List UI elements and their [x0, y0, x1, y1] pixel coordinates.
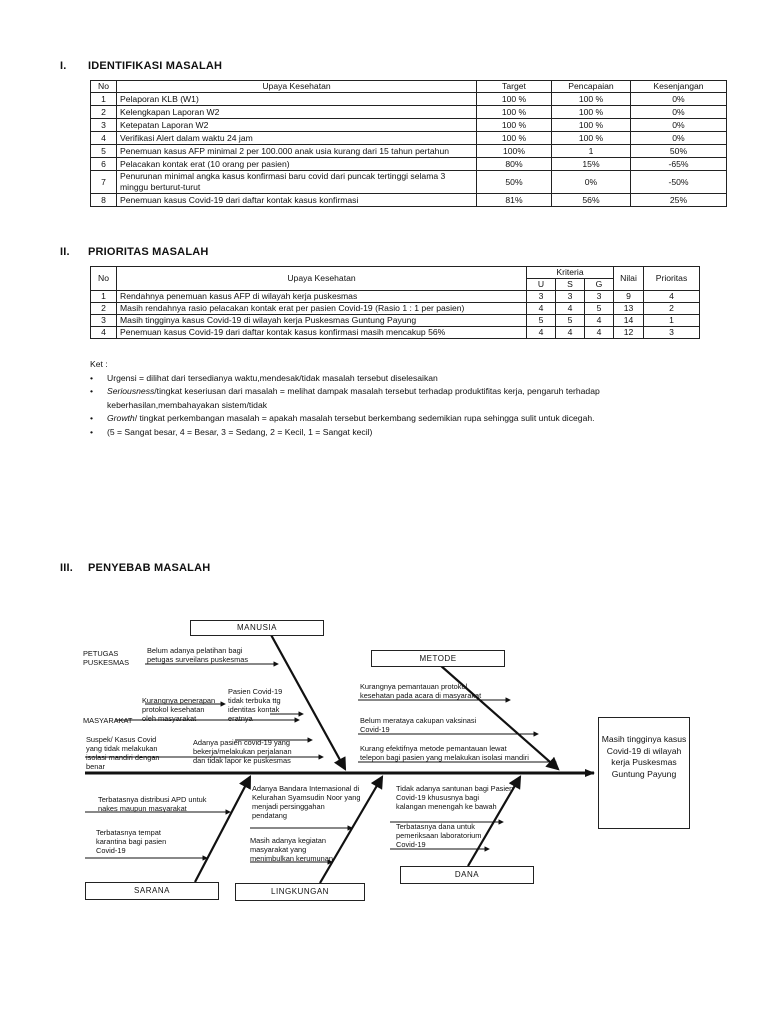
- table-cell: 56%: [552, 194, 631, 207]
- table-cell: 4: [527, 327, 556, 339]
- table-cell: Ketepatan Laporan W2: [117, 119, 477, 132]
- table-cell: 0%: [631, 132, 727, 145]
- table-cell: 25%: [631, 194, 727, 207]
- col-header-pencapaian: Pencapaian: [552, 81, 631, 93]
- keterangan-urgensi: • Urgensi = dilihat dari tersedianya waktu,mendesak/tidak masalah tersebut diselesaikan: [90, 372, 700, 386]
- section-title: IDENTIFIKASI MASALAH: [88, 60, 223, 72]
- table-cell: 100 %: [477, 119, 552, 132]
- table-cell: 50%: [477, 171, 552, 194]
- table-cell: 0%: [631, 119, 727, 132]
- table-cell: 0%: [631, 106, 727, 119]
- table-cell: 4: [91, 132, 117, 145]
- section-number: II.: [60, 246, 70, 258]
- table-cell: 4: [644, 291, 700, 303]
- table-cell: 6: [91, 158, 117, 171]
- cause-manusia-4: Suspek/ Kasus Covid yang tidak melakukan isolasi mandiri dengan benar: [86, 735, 160, 771]
- table-cell: 80%: [477, 158, 552, 171]
- cause-manusia-1: Belum adanya pelatihan bagi petugas surveilans puskesmas: [147, 646, 249, 664]
- category-sarana: SARANA: [85, 882, 219, 900]
- cause-manusia-2: Kurangnya penerapan protokol kesehatan oleh masyarakat: [142, 696, 216, 723]
- category-lingkungan: LINGKUNGAN: [235, 883, 365, 901]
- table-cell: Penemuan kasus Covid-19 dari daftar kontak kasus konfirmasi masih mencakup 56%: [117, 327, 527, 339]
- category-dana: DANA: [400, 866, 534, 884]
- table-cell: Verifikasi Alert dalam waktu 24 jam: [117, 132, 477, 145]
- table-cell: -65%: [631, 158, 727, 171]
- table-cell: 1: [91, 291, 117, 303]
- col-header-nilai: Nilai: [614, 267, 644, 291]
- seriousness-text: /tingkat keseriusan dari masalah = melihat dampak masalah tersebut terhadap produktifitas kerja, pengaruh terhadap keberhasilan,membahayakan sistem/tidak: [107, 386, 600, 410]
- table-cell: Pelacakan kontak erat (10 orang per pasien): [117, 158, 477, 171]
- table-cell: 0%: [631, 93, 727, 106]
- fishbone-head-problem: Masih tingginya kasus Covid-19 di wilayah kerja Puskesmas Guntung Payung: [598, 717, 690, 829]
- section-number: III.: [60, 562, 74, 574]
- cause-lingkungan-2: Masih adanya kegiatan masyarakat yang menimbulkan kerumunan: [250, 836, 333, 863]
- table-cell: 1: [552, 145, 631, 158]
- category-metode: METODE: [371, 650, 505, 667]
- col-header-u: U: [527, 279, 556, 291]
- col-header-kesenjangan: Kesenjangan: [631, 81, 727, 93]
- section-number: I.: [60, 60, 67, 72]
- cause-metode-2: Belum merataya cakupan vaksinasi Covid-19: [360, 716, 477, 734]
- table-cell: 5: [527, 315, 556, 327]
- table-cell: 3: [91, 119, 117, 132]
- table-cell: 4: [585, 315, 614, 327]
- table-cell: Penemuan kasus AFP minimal 2 per 100.000 anak usia kurang dari 15 tahun pertahun: [117, 145, 477, 158]
- table-cell: 100 %: [552, 119, 631, 132]
- label-petugas-puskesmas: PETUGAS PUSKESMAS: [83, 649, 130, 667]
- table-cell: 12: [614, 327, 644, 339]
- col-header-no: No: [91, 267, 117, 291]
- table-cell: 1: [91, 93, 117, 106]
- table-cell: Penurunan minimal angka kasus konfirmasi baru covid dari puncak tertinggi selama 3 minggu berturut-turut: [117, 171, 477, 194]
- table-cell: 3: [585, 291, 614, 303]
- table-cell: 2: [91, 106, 117, 119]
- table-cell: 100 %: [477, 93, 552, 106]
- keterangan-scale: • (5 = Sangat besar, 4 = Besar, 3 = Sedang, 2 = Kecil, 1 = Sangat kecil): [90, 426, 700, 440]
- table-cell: Kelengkapan Laporan W2: [117, 106, 477, 119]
- cause-manusia-5: Adanya pasien covid-19 yang bekerja/melakukan perjalanan dan tidak lapor ke puskesmas: [193, 738, 292, 765]
- table-cell: 100 %: [477, 106, 552, 119]
- cause-lingkungan-1: Adanya Bandara Internasional di Kelurahan Syamsudin Noor yang menjadi persinggahan pendatang: [252, 784, 361, 820]
- table-cell: 15%: [552, 158, 631, 171]
- table-cell: Masih rendahnya rasio pelacakan kontak erat per pasien Covid-19 (Rasio 1 : 1 per pasien): [117, 303, 527, 315]
- col-header-g: G: [585, 279, 614, 291]
- cause-metode-3: Kurang efektifnya metode pemantauan lewat telepon bagi pasien yang melakukan isolasi mandiri: [360, 744, 529, 762]
- section-title: PRIORITAS MASALAH: [88, 246, 209, 258]
- table-cell: 100 %: [552, 106, 631, 119]
- table-cell: 100 %: [477, 132, 552, 145]
- col-header-s: S: [556, 279, 585, 291]
- table-cell: 100 %: [552, 132, 631, 145]
- col-header-target: Target: [477, 81, 552, 93]
- col-header-kriteria: Kriteria: [527, 267, 614, 279]
- table-cell: 2: [644, 303, 700, 315]
- table-cell: 5: [91, 145, 117, 158]
- table-cell: 14: [614, 315, 644, 327]
- table-cell: 3: [91, 315, 117, 327]
- table-cell: 4: [556, 327, 585, 339]
- table-cell: 2: [91, 303, 117, 315]
- table-cell: Rendahnya penemuan kasus AFP di wilayah kerja puskesmas: [117, 291, 527, 303]
- bone-sarana: [195, 777, 250, 882]
- cause-metode-1: Kurangnya pemantauan protokol kesehatan pada acara di masyarakat: [360, 682, 482, 700]
- table-cell: 3: [644, 327, 700, 339]
- cause-sarana-1: Terbatasnya distribusi APD untuk nakes maupun masyarakat: [98, 795, 207, 813]
- section-title: PENYEBAB MASALAH: [88, 562, 211, 574]
- table-cell: 4: [527, 303, 556, 315]
- category-manusia: MANUSIA: [190, 620, 324, 636]
- table-cell: 5: [585, 303, 614, 315]
- table-cell: 100 %: [552, 93, 631, 106]
- cause-dana-2: Terbatasnya dana untuk pemeriksaan laboratorium Covid-19: [396, 822, 482, 849]
- table-cell: 4: [585, 327, 614, 339]
- table-cell: 9: [614, 291, 644, 303]
- col-header-prioritas: Prioritas: [644, 267, 700, 291]
- table-cell: 3: [527, 291, 556, 303]
- table-cell: 4: [91, 327, 117, 339]
- table-cell: Masih tingginya kasus Covid-19 di wilayah kerja Puskesmas Guntung Payung: [117, 315, 527, 327]
- table-cell: 100%: [477, 145, 552, 158]
- cause-dana-1: Tidak adanya santunan bagi Pasien Covid-19 khususnya bagi kalangan menengah ke bawah: [396, 784, 514, 811]
- table-cell: 0%: [552, 171, 631, 194]
- growth-term: Growth: [107, 413, 135, 423]
- col-header-upaya: Upaya Kesehatan: [117, 267, 527, 291]
- table-cell: Penemuan kasus Covid-19 dari daftar kontak kasus konfirmasi: [117, 194, 477, 207]
- table-cell: 1: [644, 315, 700, 327]
- table-cell: Pelaporan KLB (W1): [117, 93, 477, 106]
- growth-text: / tingkat perkembangan masalah = apakah masalah tersebut berkembang sedemikian rupa sehingga sulit untuk dicegah.: [134, 413, 595, 423]
- table-cell: 5: [556, 315, 585, 327]
- table-cell: 8: [91, 194, 117, 207]
- keterangan-title: Ket :: [90, 359, 108, 369]
- table-cell: 50%: [631, 145, 727, 158]
- table-cell: 13: [614, 303, 644, 315]
- cause-sarana-2: Terbatasnya tempat karantina bagi pasien Covid-19: [96, 828, 167, 855]
- table-cell: 81%: [477, 194, 552, 207]
- seriousness-term: Seriousness: [107, 386, 155, 396]
- col-header-upaya: Upaya Kesehatan: [117, 81, 477, 93]
- col-header-no: No: [91, 81, 117, 93]
- label-masyarakat: MASYARAKAT: [83, 716, 133, 725]
- table-cell: -50%: [631, 171, 727, 194]
- table-cell: 7: [91, 171, 117, 194]
- table-cell: 3: [556, 291, 585, 303]
- cause-manusia-3: Pasien Covid-19 tidak terbuka ttg identitas kontak eratnya: [228, 687, 283, 723]
- table-cell: 4: [556, 303, 585, 315]
